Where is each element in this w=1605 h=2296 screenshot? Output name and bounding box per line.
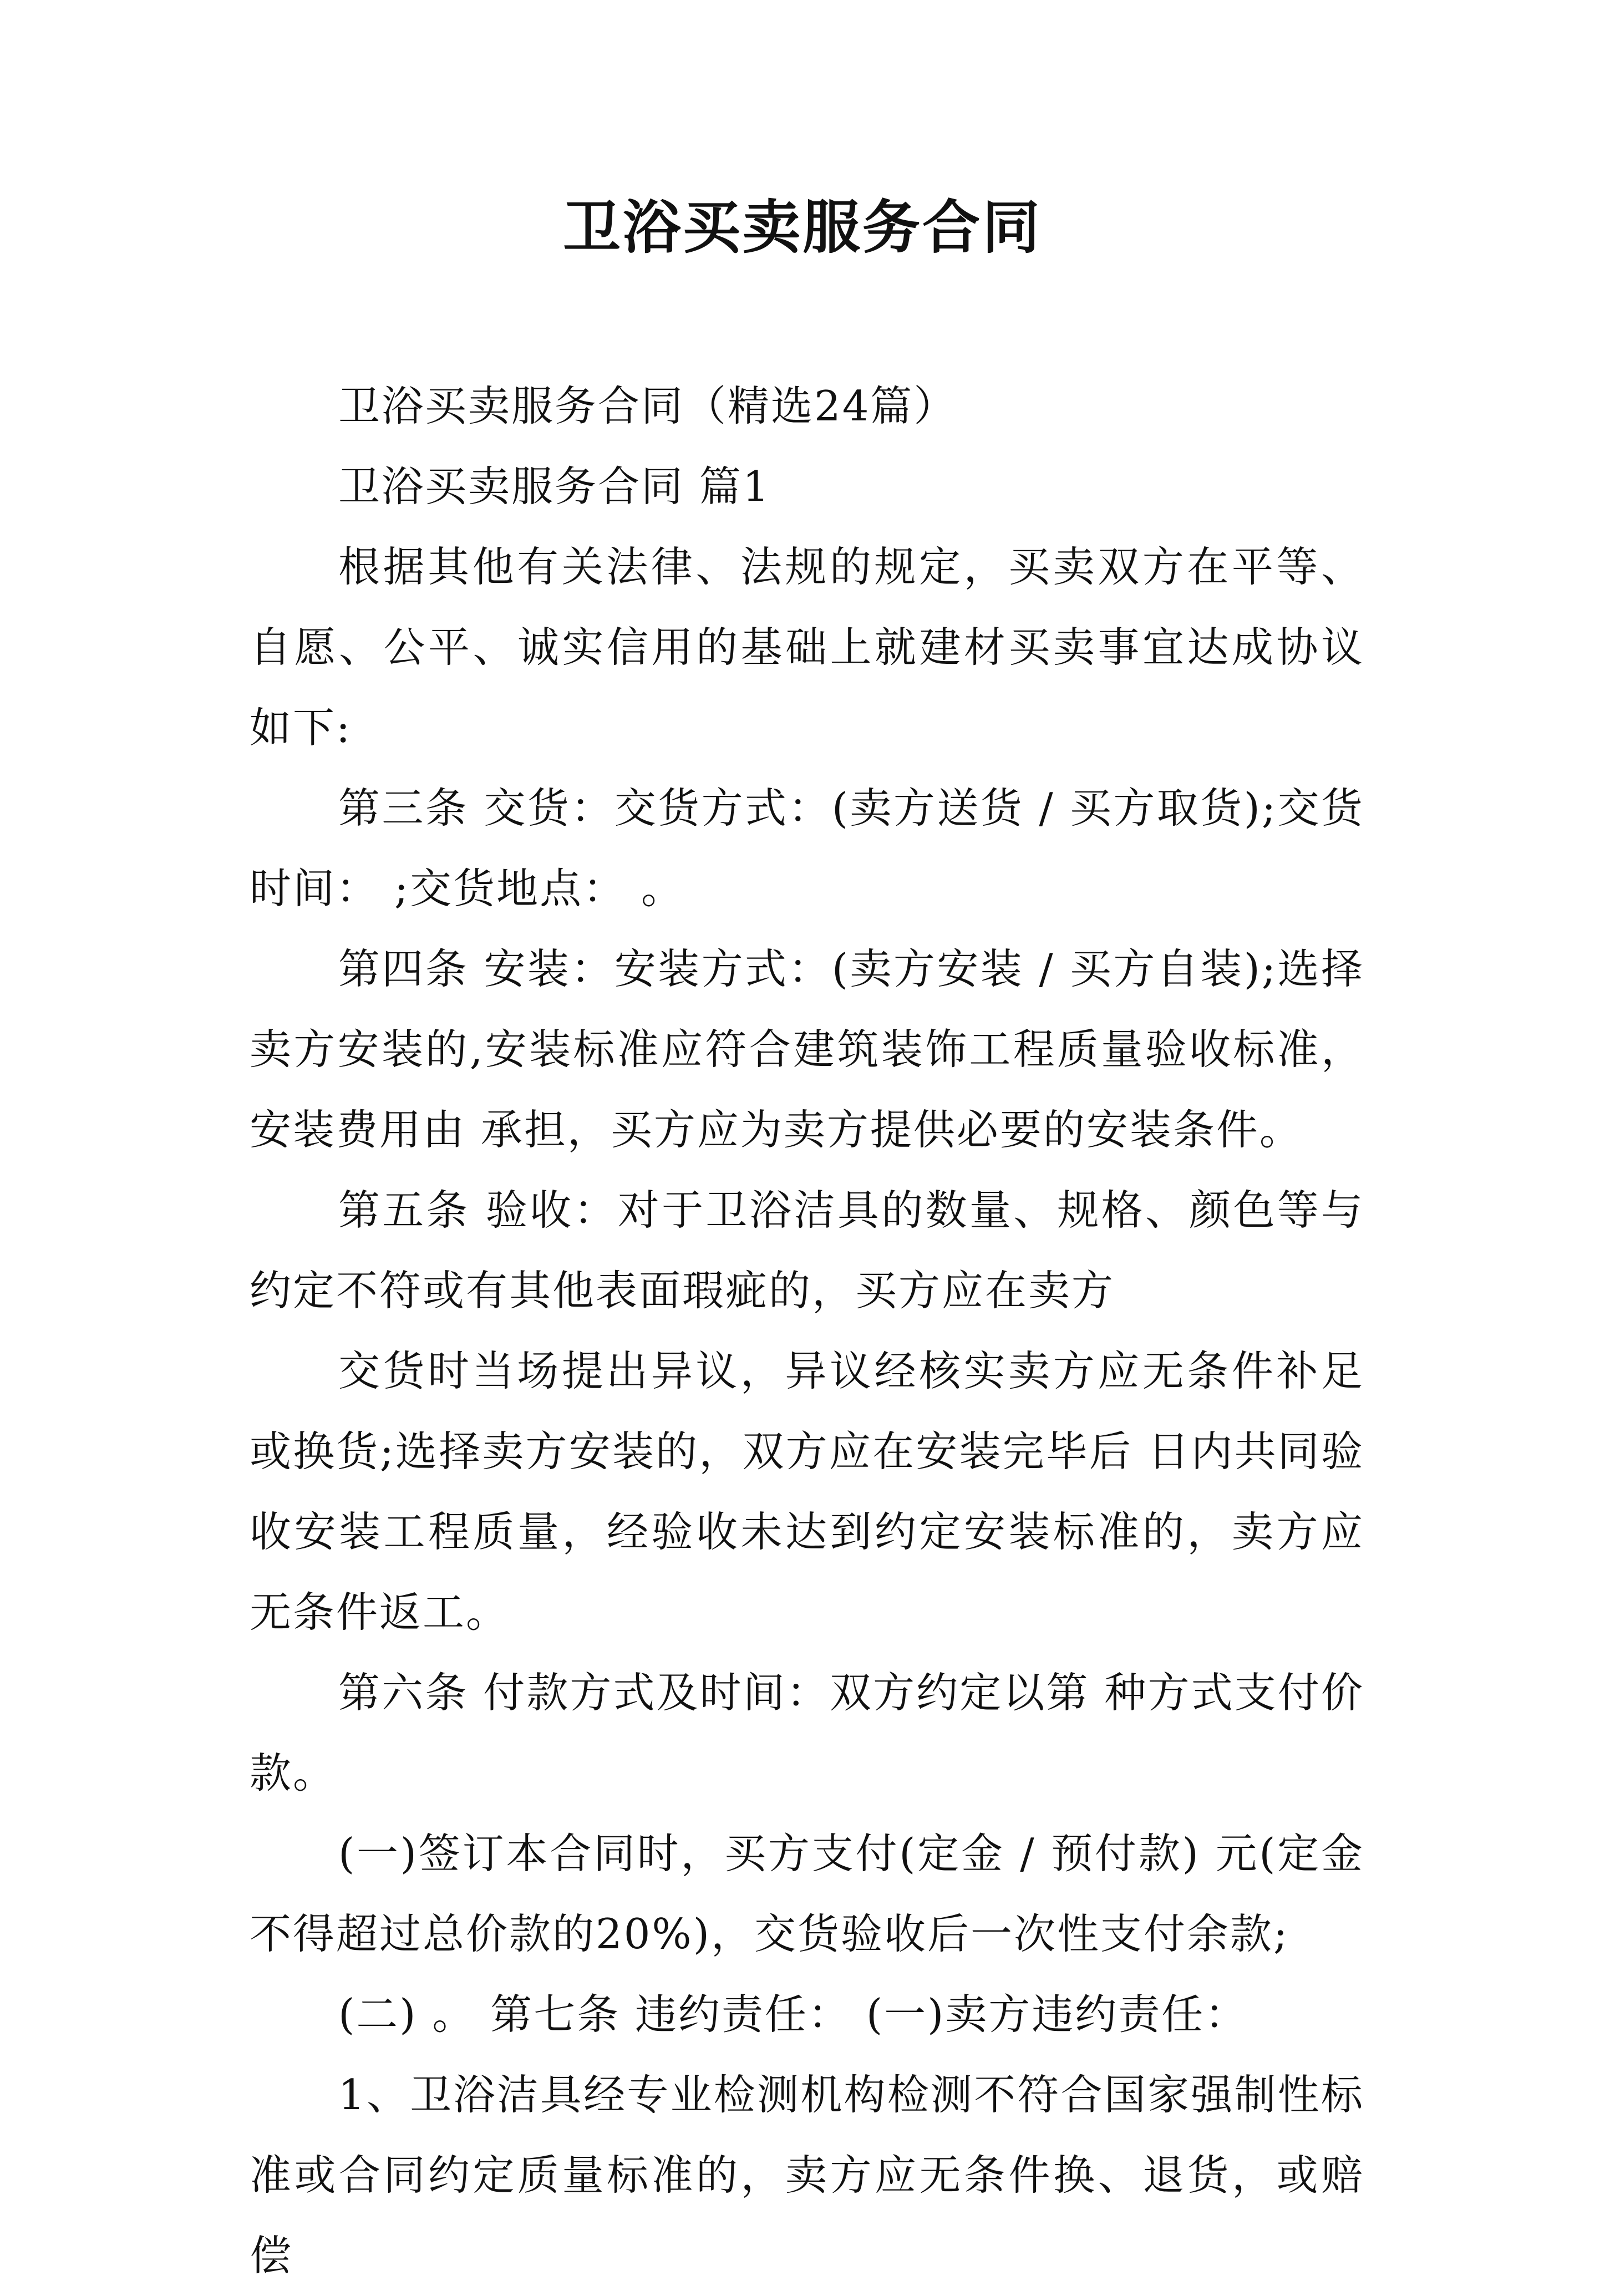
- paragraph: 卫浴买卖服务合同 篇1: [338, 462, 771, 511]
- paragraph: 第三条 交货：交货方式：(卖方送货 / 买方取货);交货时间： ;交货地点： 。: [250, 784, 1364, 913]
- paragraph: 根据其他有关法律、法规的规定，买卖双方在平等、自愿、公平、诚实信用的基础上就建材买卖事宜达成协议如下:: [250, 542, 1364, 752]
- paragraph: 交货时当场提出异议，异议经核实卖方应无条件补足或换货;选择卖方安装的，双方应在安装完毕后 日内共同验收安装工程质量，经验收未达到约定安装标准的，卖方应无条件返工。: [250, 1347, 1364, 1637]
- paragraph: (二) 。 第七条 违约责任： (一)卖方违约责任：: [338, 1990, 1248, 2039]
- document-body: [250, 366, 1364, 2296]
- document-title: 卫浴买卖服务合同: [562, 194, 1042, 261]
- paragraph: 1、卫浴洁具经专业检测机构检测不符合国家强制性标准或合同约定质量标准的，卖方应无条件换、退货，或赔偿: [250, 2070, 1364, 2280]
- paragraph: 第四条 安装：安装方式：(卖方安装 / 买方自装);选择卖方安装的,安装标准应符合建筑装饰工程质量验收标准，安装费用由 承担，买方应为卖方提供必要的安装条件。: [250, 944, 1364, 1154]
- paragraph: 第五条 验收：对于卫浴洁具的数量、规格、颜色等与约定不符或有其他表面瑕疵的，买方应在卖方: [250, 1186, 1364, 1315]
- paragraph: 第六条 付款方式及时间：双方约定以第 种方式支付价款。: [250, 1668, 1364, 1797]
- paragraph: 卫浴买卖服务合同（精选24篇）: [338, 382, 957, 430]
- paragraph: (一)签订本合同时，买方支付(定金 / 预付款) 元(定金不得超过总价款的20%)，交货验收后一次性支付余款;: [250, 1829, 1364, 1958]
